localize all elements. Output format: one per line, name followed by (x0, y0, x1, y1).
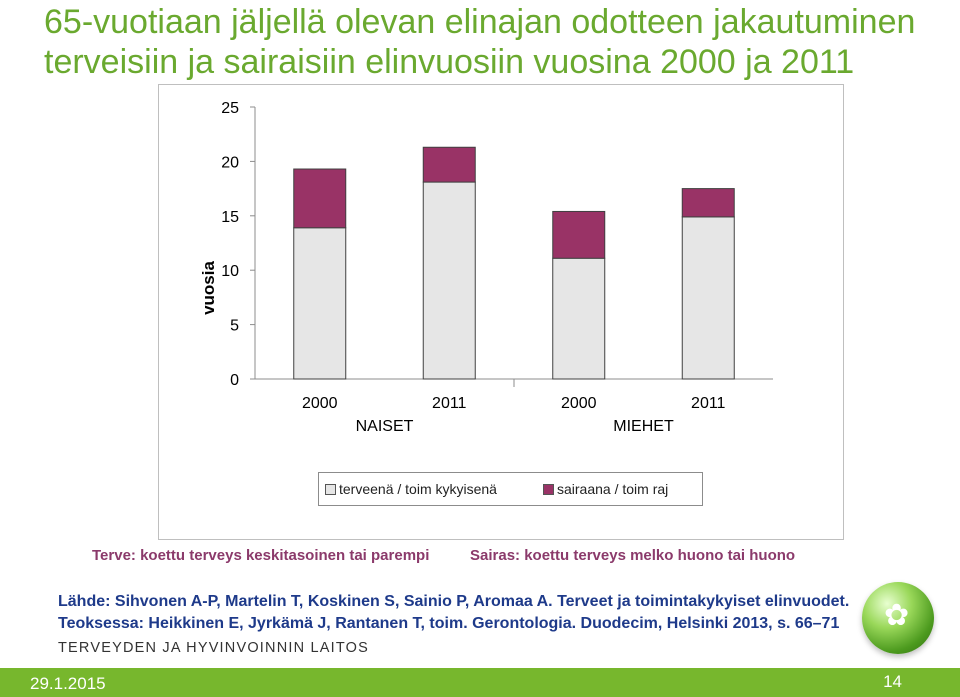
x-tick-label: 2000 (560, 395, 597, 412)
y-tick-label: 15 (221, 208, 239, 226)
legend-item-sick (543, 481, 668, 497)
source-line-2: Teoksessa: Heikkinen E, Jyrkämä J, Rantanen T, toim. Gerontologia. Duodecim, Helsinki 2013, s. 66–71 (58, 615, 840, 632)
footer-date: 29.1.2015 (30, 674, 106, 693)
y-axis-label: vuosia (199, 261, 218, 315)
bar-sick (423, 147, 475, 182)
legend-swatch-sick (543, 484, 554, 495)
y-tick-label: 25 (221, 100, 239, 117)
source-line-1: Lähde: Sihvonen A-P, Martelin T, Koskinen S, Sainio P, Aromaa A. Terveet ja toimintakykyiset elinvuodet. (58, 593, 850, 610)
bar-healthy (553, 258, 605, 379)
bar-sick (682, 189, 734, 217)
title-line-1: 65-vuotiaan jäljellä olevan elinajan odotteen jakautuminen (44, 3, 916, 41)
x-tick-label: 2011 (691, 395, 726, 412)
title-line-2: terveisiin ja sairaisiin elinvuosiin vuosina 2000 ja 2011 (44, 43, 855, 81)
footer-bar (0, 668, 960, 697)
bar-healthy (682, 217, 734, 379)
bar-healthy (423, 182, 475, 379)
bar-sick (294, 169, 346, 228)
note-sick: Sairas: koettu terveys melko huono tai huono (470, 547, 796, 564)
bar-healthy (294, 228, 346, 379)
bar-sick (553, 211, 605, 258)
x-group-label: NAISET (355, 418, 414, 435)
y-tick-label: 10 (221, 263, 239, 281)
y-tick-label: 20 (221, 154, 239, 172)
legend-label-sick: sairaana / toim raj (557, 481, 669, 497)
y-tick-label: 0 (230, 372, 239, 389)
y-tick-label: 5 (230, 317, 239, 335)
note-healthy: Terve: koettu terveys keskitasoinen tai parempi (92, 547, 430, 564)
chart-legend (318, 472, 703, 506)
globe-logo-icon: ✿ (862, 582, 934, 654)
legend-item-healthy (325, 481, 497, 497)
x-group-label: MIEHET (613, 418, 674, 435)
legend-swatch-healthy (325, 484, 336, 495)
x-tick-label: 2000 (301, 395, 338, 412)
page-number: 14 (883, 672, 902, 691)
x-tick-label: 2011 (432, 395, 467, 412)
organization-name: TERVEYDEN JA HYVINVOINNIN LAITOS (58, 640, 370, 656)
legend-label-healthy: terveenä / toim kykyisenä (339, 481, 497, 497)
